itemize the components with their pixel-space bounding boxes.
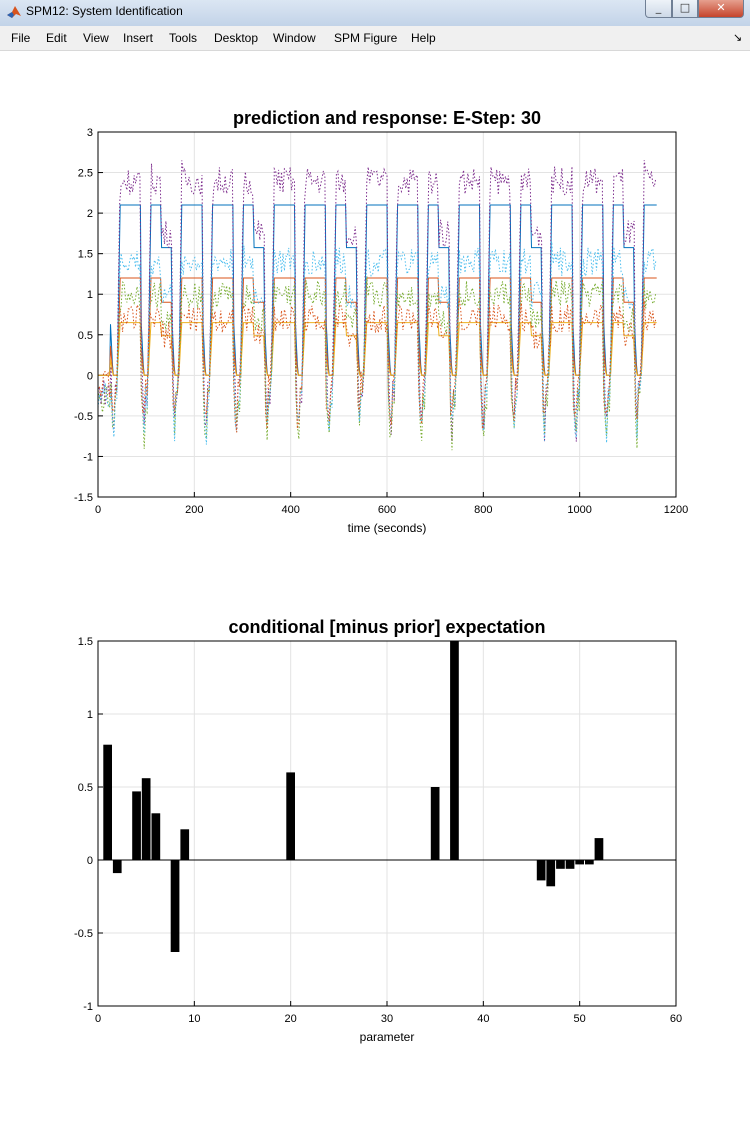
y-tick-label: 2.5 [77,167,93,180]
x-tick-label: 0 [94,504,102,516]
menu-insert[interactable]: Insert [123,31,154,45]
y-tick-label: -1 [83,451,93,464]
x-tick-label: 800 [474,504,493,516]
y-tick-label: 2 [86,208,93,221]
x-tick-label: 10 [188,1013,201,1025]
title-bar [0,0,750,27]
x-tick-label: 30 [380,1013,394,1025]
x-axis-label: time (seconds) [347,521,427,535]
conditional-expectation-axes [74,617,682,1044]
bar-param-1 [103,745,112,860]
bar-param-2 [113,860,122,873]
bar-param-35 [431,787,440,860]
bar-param-20 [286,772,295,860]
menu-view[interactable]: View [83,31,109,45]
menu-edit[interactable]: Edit [46,31,67,45]
minimize-button[interactable]: _ [645,0,672,18]
y-tick-label: 0.5 [77,782,93,794]
menu-bar [0,26,750,51]
x-tick-label: 600 [377,504,397,516]
y-tick-label: 1 [86,709,93,721]
chart-title: prediction and response: E-Step: 30 [232,108,542,128]
bar-param-9 [180,829,189,860]
x-tick-label: 1000 [567,504,592,516]
bar-param-49 [566,860,575,869]
chart-title: conditional [minus prior] expectation [228,617,546,637]
y-tick-label: 3 [86,127,93,139]
bar-param-5 [142,778,151,860]
y-tick-label: 1 [86,289,93,302]
prediction-response-axes [74,108,688,535]
y-tick-label: -1 [83,1001,93,1013]
x-tick-label: 200 [185,504,204,516]
menu-file[interactable]: File [11,31,31,45]
y-tick-label: 0.5 [77,329,93,342]
bar-param-37 [450,641,459,860]
menu-desktop[interactable]: Desktop [214,31,259,45]
x-tick-label: 1200 [663,504,689,516]
bar-param-4 [132,791,141,860]
menu-tools[interactable]: Tools [169,31,198,45]
y-tick-label: -1.5 [74,492,93,504]
matlab-icon [6,4,22,20]
x-tick-label: 40 [477,1013,490,1025]
figure-plots [0,51,750,1128]
dock-arrow-icon[interactable]: ↘ [733,32,743,44]
bar-param-51 [585,860,594,864]
x-tick-label: 20 [284,1013,297,1025]
x-tick-label: 60 [669,1013,683,1025]
y-tick-label: 0 [86,855,93,867]
y-tick-label: 1.5 [77,248,93,261]
y-tick-label: 1.5 [77,636,93,648]
maximize-button[interactable]: □ [672,0,698,18]
window-title: SPM12: System Identification [26,4,183,18]
menu-help[interactable]: Help [411,31,436,45]
bar-param-50 [575,860,584,864]
y-tick-label: -0.5 [74,928,93,940]
bar-param-52 [595,838,604,860]
x-tick-label: 0 [94,1013,102,1025]
y-tick-label: 0 [86,370,93,383]
menu-spm-figure[interactable]: SPM Figure [334,31,398,45]
x-tick-label: 50 [573,1013,586,1025]
bar-param-6 [152,813,161,860]
x-tick-label: 400 [281,504,300,516]
bar-param-46 [537,860,546,880]
bar-param-8 [171,860,180,952]
bar-param-48 [556,860,565,869]
menu-window[interactable]: Window [273,31,316,45]
y-tick-label: -0.5 [74,410,93,423]
x-axis-label: parameter [359,1030,415,1044]
figure-canvas [0,51,750,1128]
close-button[interactable]: ✕ [698,0,744,18]
bar-param-47 [546,860,555,886]
